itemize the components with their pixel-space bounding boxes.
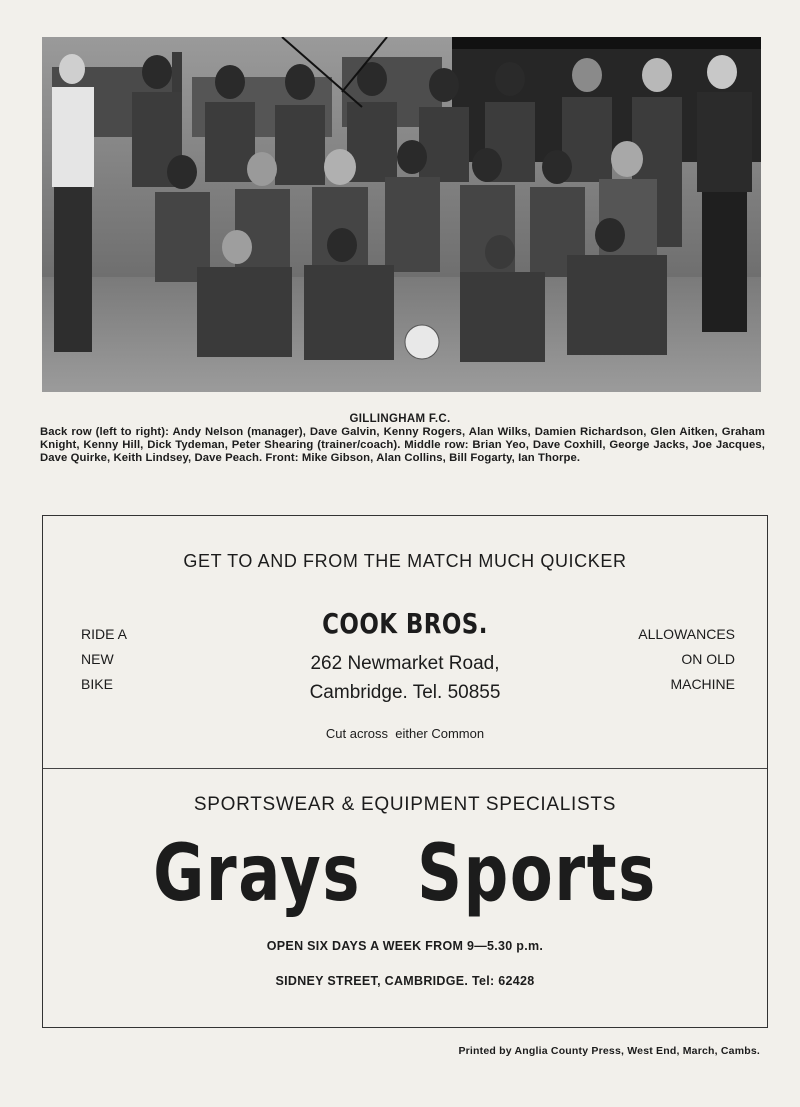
team-photo <box>42 37 761 392</box>
cook-ad-left-line: BIKE <box>81 676 113 692</box>
grays-sports-name-part1: Grays <box>153 829 362 919</box>
cook-bros-address <box>43 649 767 707</box>
grays-sports-address: SIDNEY STREET, CAMBRIDGE. Tel: 62428 <box>275 974 535 988</box>
photo-caption-title: GILLINGHAM F.C. <box>349 413 451 425</box>
team-photo-image <box>42 37 761 392</box>
ad-divider <box>43 768 767 769</box>
cook-ad-right-line: ON OLD <box>681 651 735 667</box>
cook-ad-headline: GET TO AND FROM THE MATCH MUCH QUICKER <box>183 551 627 571</box>
cook-bros-name: COOK BROS. <box>322 607 488 640</box>
photo-caption-body: Back row (left to right): Andy Nelson (manager), Dave Galvin, Kenny Rogers, Alan Wilks, Damien Richardson, Glen Aitken, Graham Knight, Kenny Hill, Dick Tydeman, Peter Shearing (trainer/coach). Middle row: Brian Yeo, Dave Coxhill, George Jacks, Joe Jacques, Dave Quirke, Keith Lindsey, Dave Peach. Front: Mike Gibson, Alan Collins, Bill Fogarty, Ian Thorpe. <box>40 426 765 465</box>
cook-bros-address-line2: Cambridge. Tel. 50855 <box>309 682 501 703</box>
cook-ad-left-line: RIDE A <box>81 626 127 642</box>
cook-bros-note: Cut across either Common <box>325 726 485 741</box>
cook-bros-address-line1: 262 Newmarket Road, <box>310 653 500 674</box>
cook-ad-right-line: MACHINE <box>670 676 735 692</box>
grays-sports-name-part2: Sports <box>417 829 657 919</box>
grays-sports-name <box>115 824 694 924</box>
cook-ad-right-line: ALLOWANCES <box>638 626 735 642</box>
cook-ad-left-line: NEW <box>81 651 114 667</box>
printer-credit: Printed by Anglia County Press, West End, March, Cambs. <box>458 1045 760 1057</box>
grays-ad-headline: SPORTSWEAR & EQUIPMENT SPECIALISTS <box>193 794 617 815</box>
advertisement-box <box>42 515 768 1028</box>
grays-sports-hours: OPEN SIX DAYS A WEEK FROM 9—5.30 p.m. <box>266 939 544 953</box>
